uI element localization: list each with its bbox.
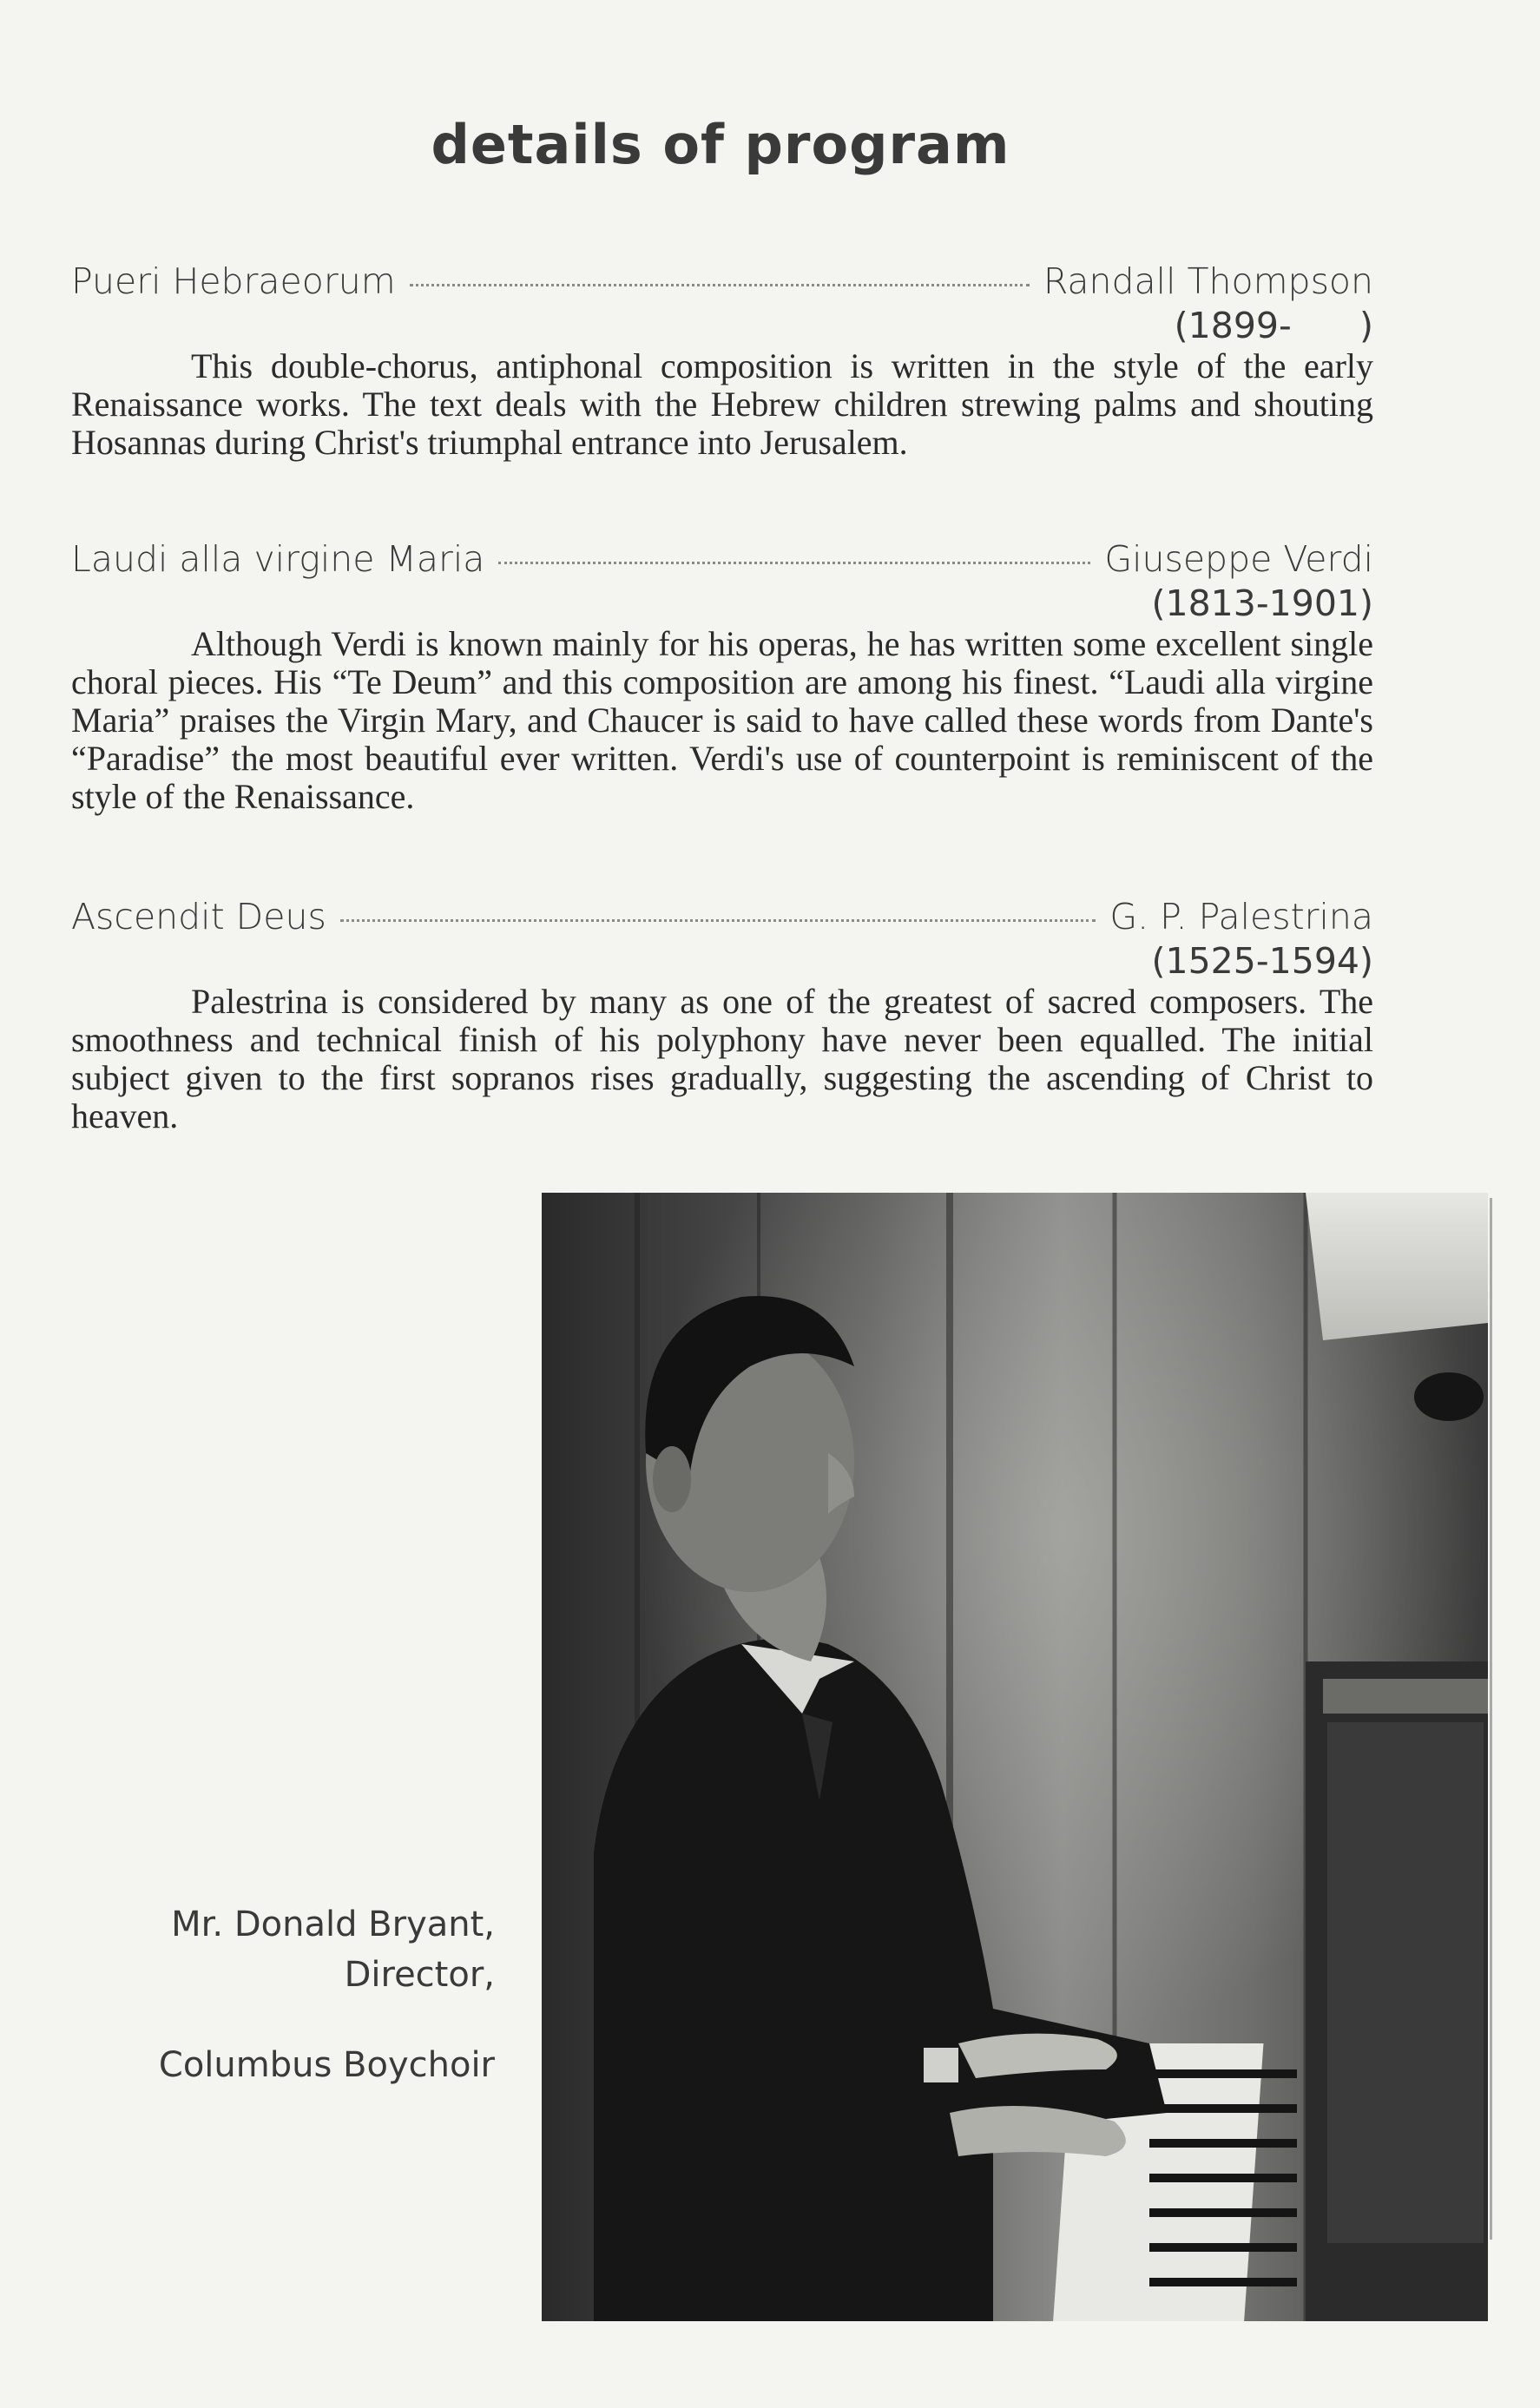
composer-name: Randall Thompson	[1043, 260, 1373, 302]
piece-description: Palestrina is considered by many as one of the greatest of sacred composers. The smoothness and technical finish of his polyphony have never been equalled. The initial subject given to the first sopranos rises gradually, suggesting the ascending of Christ to heaven.	[71, 982, 1373, 1135]
piece-title: Ascendit Deus	[71, 896, 326, 938]
piece-title: Pueri Hebraeorum	[71, 260, 396, 302]
piece-title: Laudi alla virgine Maria	[71, 538, 485, 580]
dot-leader	[410, 284, 1030, 286]
composer-dates: (1525-1594)	[1151, 940, 1373, 982]
composer-dates: (1899- )	[1174, 305, 1373, 346]
piece-description: This double-chorus, antiphonal composition is written in the style of the early Renaissance works. The text deals with the Hebrew children strewing palms and shouting Hosannas during Christ's triumphal entrance into Jerusalem.	[71, 346, 1373, 462]
dot-leader	[498, 562, 1090, 564]
page-title: details of program	[431, 113, 1010, 176]
program-entry	[71, 536, 1373, 816]
photo-caption	[52, 1899, 495, 2090]
composer-name: G. P. Palestrina	[1109, 896, 1373, 938]
dot-leader	[340, 919, 1096, 922]
piece-description: Although Verdi is known mainly for his operas, he has written some excellent single choral pieces. His “Te Deum” and this composition are among his finest. “Laudi alla virgine Maria” praises the Virgin Mary, and Chaucer is said to have called these words from Dante's “Paradise” the most beautiful ever written. Verdi's use of counterpoint is reminiscent of the style of the Renaissance.	[71, 624, 1373, 816]
entry-heading	[71, 894, 1373, 939]
caption-role: Director,	[344, 1955, 495, 1995]
page-edge	[1490, 1198, 1492, 2240]
composer-dates: (1813-1901)	[1151, 582, 1373, 624]
caption-organization: Columbus Boychoir	[158, 2045, 495, 2085]
program-entry	[71, 894, 1373, 1135]
photo-of-man-at-piano-icon	[542, 1193, 1488, 2321]
program-entry	[71, 259, 1373, 462]
entry-heading	[71, 259, 1373, 304]
caption-name: Mr. Donald Bryant,	[171, 1905, 495, 1944]
composer-name: Giuseppe Verdi	[1104, 538, 1373, 580]
entry-heading	[71, 536, 1373, 582]
